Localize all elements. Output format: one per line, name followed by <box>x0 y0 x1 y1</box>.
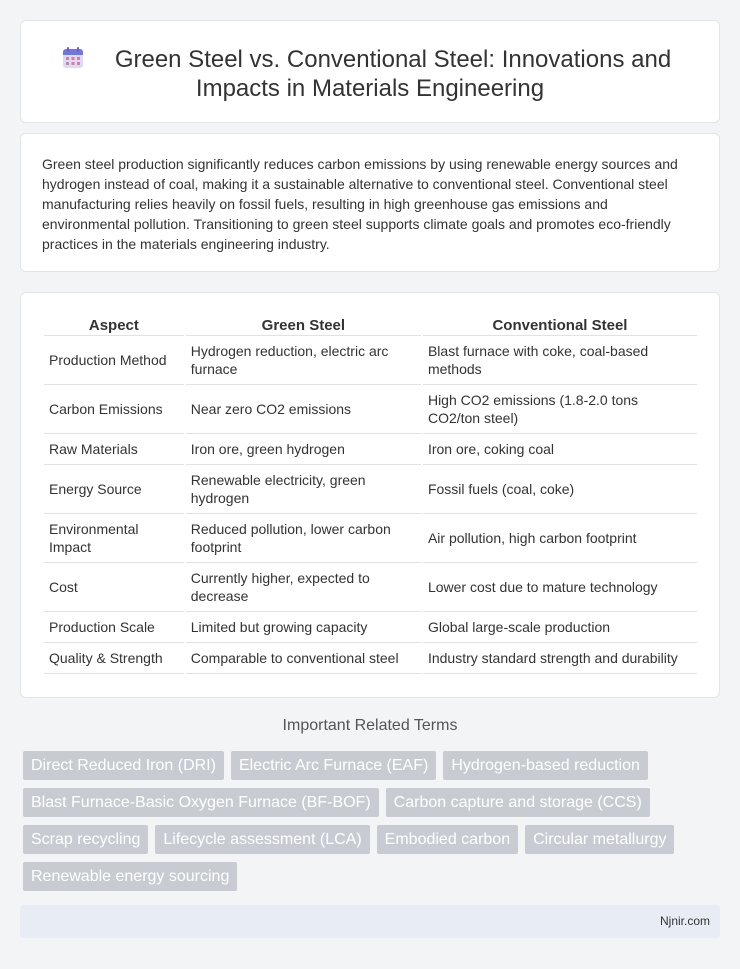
table-cell: Environmental Impact <box>44 514 184 563</box>
related-term-tag[interactable]: Embodied carbon <box>377 825 518 854</box>
table-row <box>44 385 697 434</box>
table-row <box>44 434 697 465</box>
title-line-1: Green Steel vs. Conventional Steel: Innovations and <box>114 46 672 73</box>
related-term-tag[interactable]: Direct Reduced Iron (DRI) <box>23 751 224 780</box>
table-header-row <box>44 314 697 336</box>
table-cell: Iron ore, coking coal <box>423 434 697 465</box>
table-cell: Fossil fuels (coal, coke) <box>423 465 697 514</box>
intro-paragraph: Green steel production significantly reduces carbon emissions by using renewable energy sources and hydrogen instead of coal, making it a sustainable alternative to conventional steel. Conventional steel manufacturing relies heavily on fossil fuels, resulting in high greenhouse gas emissions and environmental pollution. Transitioning to green steel supports climate goals and promotes eco-friendly practices in the materials engineering industry. <box>42 156 678 252</box>
table-row <box>44 465 697 514</box>
intro-card <box>20 133 720 272</box>
table-cell: Lower cost due to mature technology <box>423 563 697 612</box>
header-aspect: Aspect <box>44 314 184 336</box>
table-cell: Industry standard strength and durability <box>423 643 697 674</box>
table-cell: Air pollution, high carbon footprint <box>423 514 697 563</box>
table-cell: Currently higher, expected to decrease <box>186 563 421 612</box>
table-cell: Blast furnace with coke, coal-based methods <box>423 336 697 385</box>
related-term-tag[interactable]: Blast Furnace-Basic Oxygen Furnace (BF-BOF) <box>23 788 379 817</box>
calendar-icon <box>61 46 85 70</box>
table-cell: Iron ore, green hydrogen <box>186 434 421 465</box>
table-cell: Energy Source <box>44 465 184 514</box>
table-cell: Quality & Strength <box>44 643 184 674</box>
related-term-tag[interactable]: Scrap recycling <box>23 825 148 854</box>
related-term-tag[interactable]: Circular metallurgy <box>525 825 674 854</box>
table-cell: Renewable electricity, green hydrogen <box>186 465 421 514</box>
table-row <box>44 563 697 612</box>
table-cell: Reduced pollution, lower carbon footprint <box>186 514 421 563</box>
table-cell: Production Scale <box>44 612 184 643</box>
table-cell: Near zero CO2 emissions <box>186 385 421 434</box>
comparison-card <box>20 292 720 698</box>
related-term-tag[interactable]: Hydrogen-based reduction <box>443 751 648 780</box>
header-conventional-steel: Conventional Steel <box>423 314 697 336</box>
page-title <box>21 45 719 103</box>
related-terms-title: Important Related Terms <box>282 717 458 734</box>
table-cell: Production Method <box>44 336 184 385</box>
footer <box>20 905 720 938</box>
comparison-table <box>42 314 699 674</box>
table-cell: Cost <box>44 563 184 612</box>
table-cell: Limited but growing capacity <box>186 612 421 643</box>
table-row <box>44 643 697 674</box>
table-cell: Raw Materials <box>44 434 184 465</box>
related-term-tag[interactable]: Lifecycle assessment (LCA) <box>155 825 369 854</box>
header-card <box>20 20 720 123</box>
title-line-2: Impacts in Materials Engineering <box>195 75 545 102</box>
footer-site-link[interactable]: Njnir.com <box>659 914 710 928</box>
table-row <box>44 336 697 385</box>
header-green-steel: Green Steel <box>186 314 421 336</box>
related-term-tag[interactable]: Carbon capture and storage (CCS) <box>386 788 650 817</box>
related-term-tag[interactable]: Renewable energy sourcing <box>23 862 237 891</box>
table-cell: Global large-scale production <box>423 612 697 643</box>
table-cell: High CO2 emissions (1.8-2.0 tons CO2/ton steel) <box>423 385 697 434</box>
table-row <box>44 514 697 563</box>
related-terms-list <box>23 751 723 891</box>
table-cell: Carbon Emissions <box>44 385 184 434</box>
related-term-tag[interactable]: Electric Arc Furnace (EAF) <box>231 751 436 780</box>
table-cell: Hydrogen reduction, electric arc furnace <box>186 336 421 385</box>
table-row <box>44 612 697 643</box>
table-cell: Comparable to conventional steel <box>186 643 421 674</box>
